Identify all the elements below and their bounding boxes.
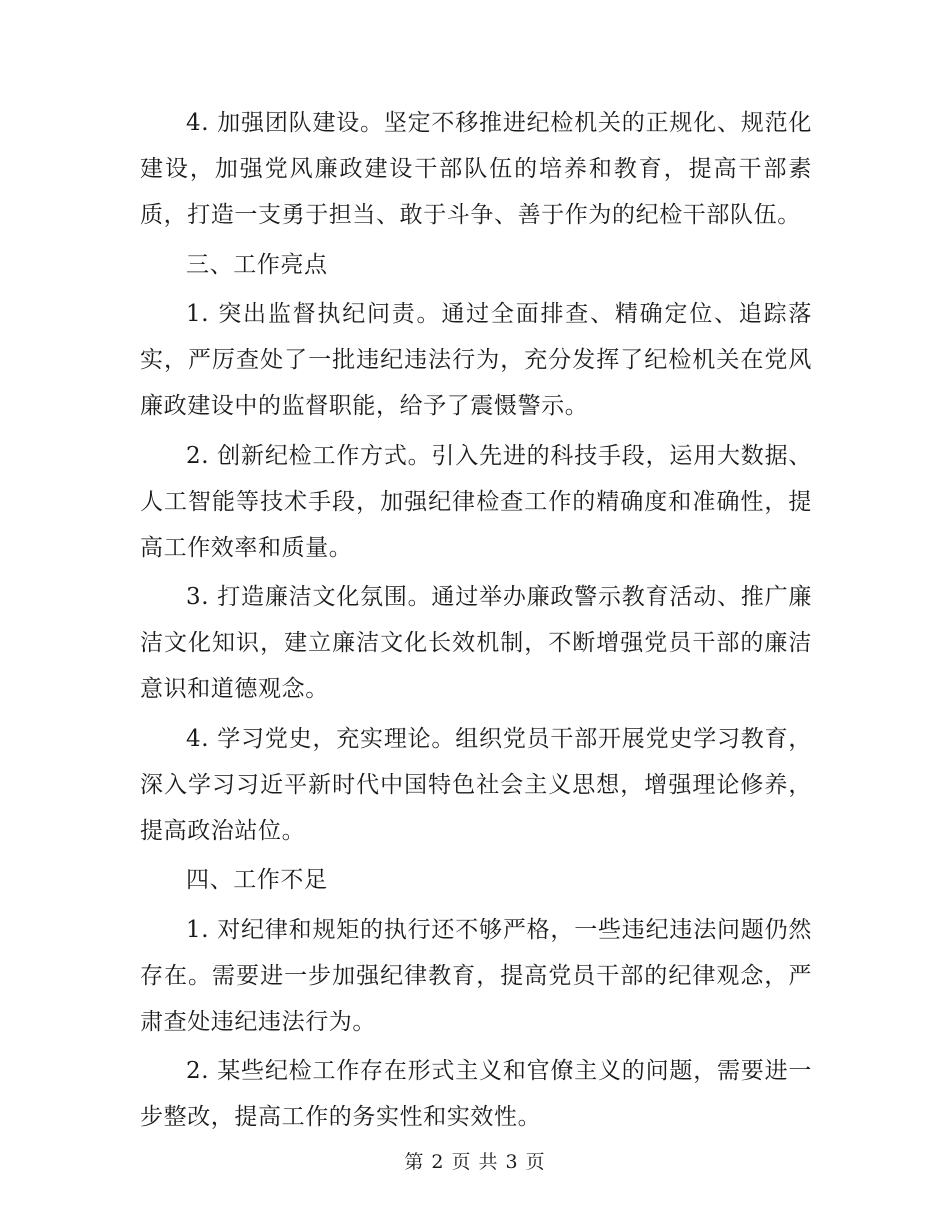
section-heading-shortcomings: 四、工作不足 [186, 867, 328, 893]
paragraph-supervision: 1. 突出监督执纪问责。通过全面排查、精确定位、追踪落实，严厉查处了一批违纪违法行为，充分发挥了纪检机关在党风廉政建设中的监督职能，给予了震慑警示。 [140, 301, 812, 419]
paragraph-discipline-enforcement: 1. 对纪律和规矩的执行还不够严格，一些违纪违法问题仍然存在。需要进一步加强纪律教育，提高党员干部的纪律观念，严肃查处违纪违法行为。 [140, 916, 812, 1035]
page-number-footer: 第 2 页 共 3 页 [404, 1151, 546, 1173]
paragraph-integrity-culture: 3. 打造廉洁文化氛围。通过举办廉政警示教育活动、推广廉洁文化知识，建立廉洁文化长效机制，不断增强党员干部的廉洁意识和道德观念。 [140, 584, 812, 702]
document-body [140, 100, 812, 1144]
paragraph-team-building: 4. 加强团队建设。坚定不移推进纪检机关的正规化、规范化建设，加强党风廉政建设干部队伍的培养和教育，提高干部素质，打造一支勇于担当、敢于斗争、善于作为的纪检干部队伍。 [140, 110, 812, 228]
paragraph-party-history: 4. 学习党史，充实理论。组织党员干部开展党史学习教育，深入学习习近平新时代中国特色社会主义思想，增强理论修养，提高政治站位。 [140, 725, 812, 844]
paragraph-formalism: 2. 某些纪检工作存在形式主义和官僚主义的问题，需要进一步整改，提高工作的务实性和实效性。 [140, 1058, 812, 1130]
section-heading-highlights: 三、工作亮点 [186, 251, 328, 278]
paragraph-innovation: 2. 创新纪检工作方式。引入先进的科技手段，运用大数据、人工智能等技术手段，加强纪律检查工作的精确度和准确性，提高工作效率和质量。 [140, 442, 812, 561]
